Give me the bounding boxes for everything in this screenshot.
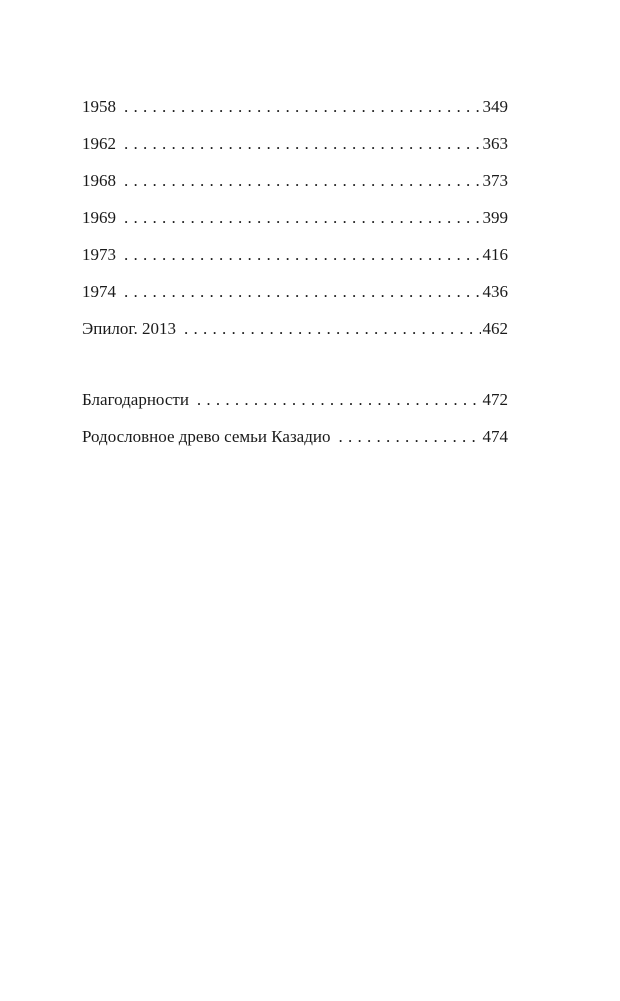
toc-entry-page: 349 [482,97,508,116]
toc-entry-page: 373 [482,171,508,190]
toc-entry-page: 462 [482,319,508,338]
toc-group-chapters [82,93,508,352]
dot-leader [124,93,481,121]
toc-entry-page: 363 [482,134,508,153]
dot-leader [124,130,481,158]
toc-entry-acknowledgements [82,386,508,423]
toc-entry-1973 [82,241,508,278]
toc-entry-1968 [82,167,508,204]
toc-entry-title: 1973 [82,245,116,264]
dot-leader [197,386,481,414]
toc-entry-title: 1968 [82,171,116,190]
toc-entry-page: 474 [482,427,508,446]
toc-entry-family-tree [82,423,508,460]
toc-entry-1969 [82,204,508,241]
toc-entry-title: 1969 [82,208,116,227]
dot-leader [124,241,481,269]
toc-group-appendix [82,386,508,460]
toc-entry-page: 399 [482,208,508,227]
toc-entry-1958 [82,93,508,130]
dot-leader [124,278,481,306]
toc-entry-title: Родословное древо семьи Казадио [82,427,331,446]
toc-entry-1962 [82,130,508,167]
dot-leader [338,423,480,451]
table-of-contents [82,93,508,460]
toc-entry-1974 [82,278,508,315]
toc-entry-title: Благодарности [82,390,189,409]
toc-entry-page: 436 [482,282,508,301]
toc-entry-page: 472 [482,390,508,409]
dot-leader [124,167,481,195]
toc-entry-title: 1974 [82,282,116,301]
toc-entry-title: 1958 [82,97,116,116]
toc-entry-title: Эпилог. 2013 [82,319,176,338]
toc-entry-page: 416 [482,245,508,264]
dot-leader [124,204,481,232]
dot-leader [184,315,481,343]
toc-entry-title: 1962 [82,134,116,153]
toc-entry-epilogue [82,315,508,352]
